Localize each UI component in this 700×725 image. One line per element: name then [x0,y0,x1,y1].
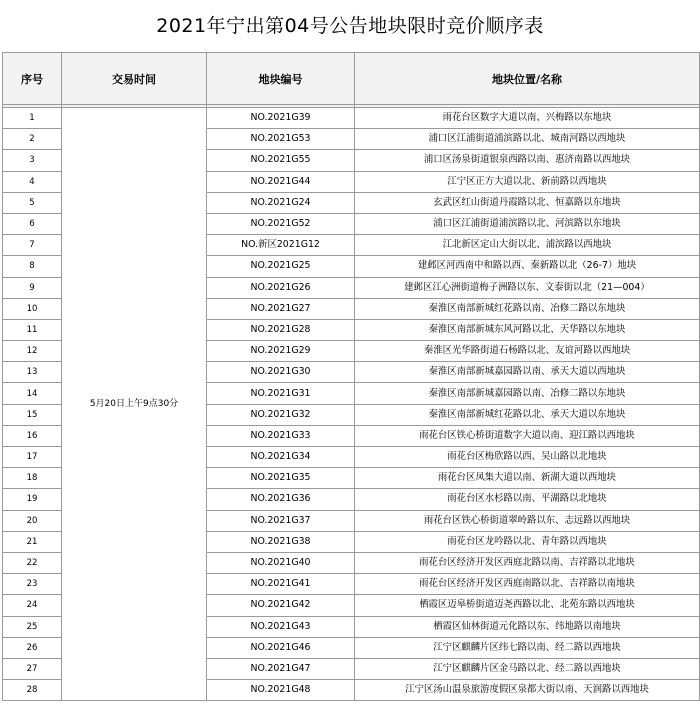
row-seq: 5 [3,192,62,213]
row-parcel-code: NO.2021G34 [207,447,355,468]
row-parcel-code: NO.2021G52 [207,213,355,234]
row-parcel-location: 建邺区江心洲街道梅子洲路以东、文泰街以北（21—004） [355,277,700,298]
row-parcel-location: 雨花台区经济开发区西庭北路以南、吉祥路以北地块 [355,552,700,573]
row-parcel-code: NO.2021G36 [207,489,355,510]
row-seq: 3 [3,150,62,171]
row-seq: 2 [3,129,62,150]
row-parcel-location: 秦淮区光华路街道石杨路以北、友谊河路以西地块 [355,341,700,362]
row-parcel-code: NO.2021G25 [207,256,355,277]
trade-time-cell: 5月20日上午9点30分 [62,108,207,701]
page-title: 2021年宁出第04号公告地块限时竞价顺序表 [156,15,544,37]
row-seq: 19 [3,489,62,510]
auction-order-table [2,52,700,701]
row-parcel-location: 秦淮区南部新城红花路以南、冶修二路以东地块 [355,298,700,319]
row-parcel-location: 栖霞区迈皋桥街道迈尧西路以北、北苑东路以西地块 [355,595,700,616]
row-parcel-location: 秦淮区南部新城红花路以北、承天大道以东地块 [355,404,700,425]
row-parcel-code: NO.2021G29 [207,341,355,362]
row-parcel-code: NO.2021G27 [207,298,355,319]
row-parcel-code: NO.2021G39 [207,108,355,129]
row-parcel-code: NO.2021G41 [207,574,355,595]
row-seq: 10 [3,298,62,319]
row-seq: 25 [3,616,62,637]
header-code: 地块编号 [207,53,355,105]
header-location: 地块位置/名称 [355,53,700,105]
row-parcel-location: 秦淮区南部新城东风河路以北、天华路以东地块 [355,319,700,340]
row-seq: 12 [3,341,62,362]
row-seq: 17 [3,447,62,468]
row-parcel-location: 江宁区麒麟片区纬七路以南、经二路以西地块 [355,637,700,658]
row-seq: 16 [3,425,62,446]
header-seq: 序号 [3,53,62,105]
row-parcel-code: NO.2021G47 [207,658,355,679]
row-parcel-code: NO.2021G38 [207,531,355,552]
row-parcel-location: 江北新区定山大街以北、浦滨路以西地块 [355,235,700,256]
row-parcel-code: NO.2021G32 [207,404,355,425]
row-parcel-code: NO.2021G37 [207,510,355,531]
row-parcel-code: NO.2021G30 [207,362,355,383]
row-parcel-code: NO.2021G24 [207,192,355,213]
row-parcel-code: NO.2021G40 [207,552,355,573]
row-seq: 4 [3,171,62,192]
row-parcel-code: NO.2021G48 [207,680,355,701]
row-parcel-location: 秦淮区南部新城嘉园路以南、冶修二路以东地块 [355,383,700,404]
row-parcel-location: 雨花台区水杉路以南、平湖路以北地块 [355,489,700,510]
row-seq: 8 [3,256,62,277]
row-seq: 20 [3,510,62,531]
row-parcel-code: NO.2021G46 [207,637,355,658]
row-parcel-code: NO.2021G31 [207,383,355,404]
row-seq: 27 [3,658,62,679]
row-parcel-code: NO.2021G42 [207,595,355,616]
row-parcel-code: NO.2021G44 [207,171,355,192]
row-seq: 24 [3,595,62,616]
row-parcel-location: 浦口区汤泉街道银泉西路以南、惠济南路以西地块 [355,150,700,171]
row-parcel-code: NO.新区2021G12 [207,235,355,256]
row-seq: 26 [3,637,62,658]
row-seq: 1 [3,108,62,129]
row-seq: 9 [3,277,62,298]
row-parcel-location: 雨花台区梅欣路以西、吴山路以北地块 [355,447,700,468]
row-parcel-location: 雨花台区凤集大道以南、新湖大道以西地块 [355,468,700,489]
row-parcel-location: 江宁区麒麟片区金马路以北、经二路以西地块 [355,658,700,679]
row-parcel-location: 浦口区江浦街道浦滨路以北、城南河路以西地块 [355,129,700,150]
table-row [3,108,700,129]
row-seq: 11 [3,319,62,340]
row-seq: 15 [3,404,62,425]
row-parcel-code: NO.2021G43 [207,616,355,637]
header-time: 交易时间 [62,53,207,105]
row-seq: 13 [3,362,62,383]
row-parcel-code: NO.2021G28 [207,319,355,340]
row-parcel-location: 建邺区河西南中和路以西、秦新路以北（26-7）地块 [355,256,700,277]
row-parcel-code: NO.2021G55 [207,150,355,171]
row-seq: 23 [3,574,62,595]
row-seq: 7 [3,235,62,256]
row-parcel-location: 秦淮区南部新城嘉园路以南、承天大道以西地块 [355,362,700,383]
row-parcel-code: NO.2021G53 [207,129,355,150]
table-header-row [3,53,700,105]
row-parcel-code: NO.2021G33 [207,425,355,446]
row-seq: 6 [3,213,62,234]
row-parcel-code: NO.2021G35 [207,468,355,489]
row-parcel-location: 江宁区汤山温泉旅游度假区泉都大街以南、天润路以西地块 [355,680,700,701]
row-parcel-location: 雨花台区铁心桥街道数字大道以南、迎江路以西地块 [355,425,700,446]
row-seq: 22 [3,552,62,573]
row-parcel-location: 雨花台区铁心桥街道翠岭路以东、志远路以西地块 [355,510,700,531]
row-seq: 28 [3,680,62,701]
row-seq: 18 [3,468,62,489]
row-parcel-code: NO.2021G26 [207,277,355,298]
row-parcel-location: 玄武区红山街道丹霞路以北、恒嘉路以东地块 [355,192,700,213]
table-body [3,105,700,701]
row-parcel-location: 雨花台区龙吟路以北、青年路以西地块 [355,531,700,552]
row-parcel-location: 栖霞区仙林街道元化路以东、纬地路以南地块 [355,616,700,637]
row-parcel-location: 雨花台区经济开发区西庭南路以北、吉祥路以南地块 [355,574,700,595]
row-parcel-location: 浦口区江浦街道浦滨路以北、河滨路以东地块 [355,213,700,234]
row-seq: 21 [3,531,62,552]
row-parcel-location: 江宁区正方大道以北、新前路以西地块 [355,171,700,192]
row-seq: 14 [3,383,62,404]
row-parcel-location: 雨花台区数字大道以南、兴梅路以东地块 [355,108,700,129]
